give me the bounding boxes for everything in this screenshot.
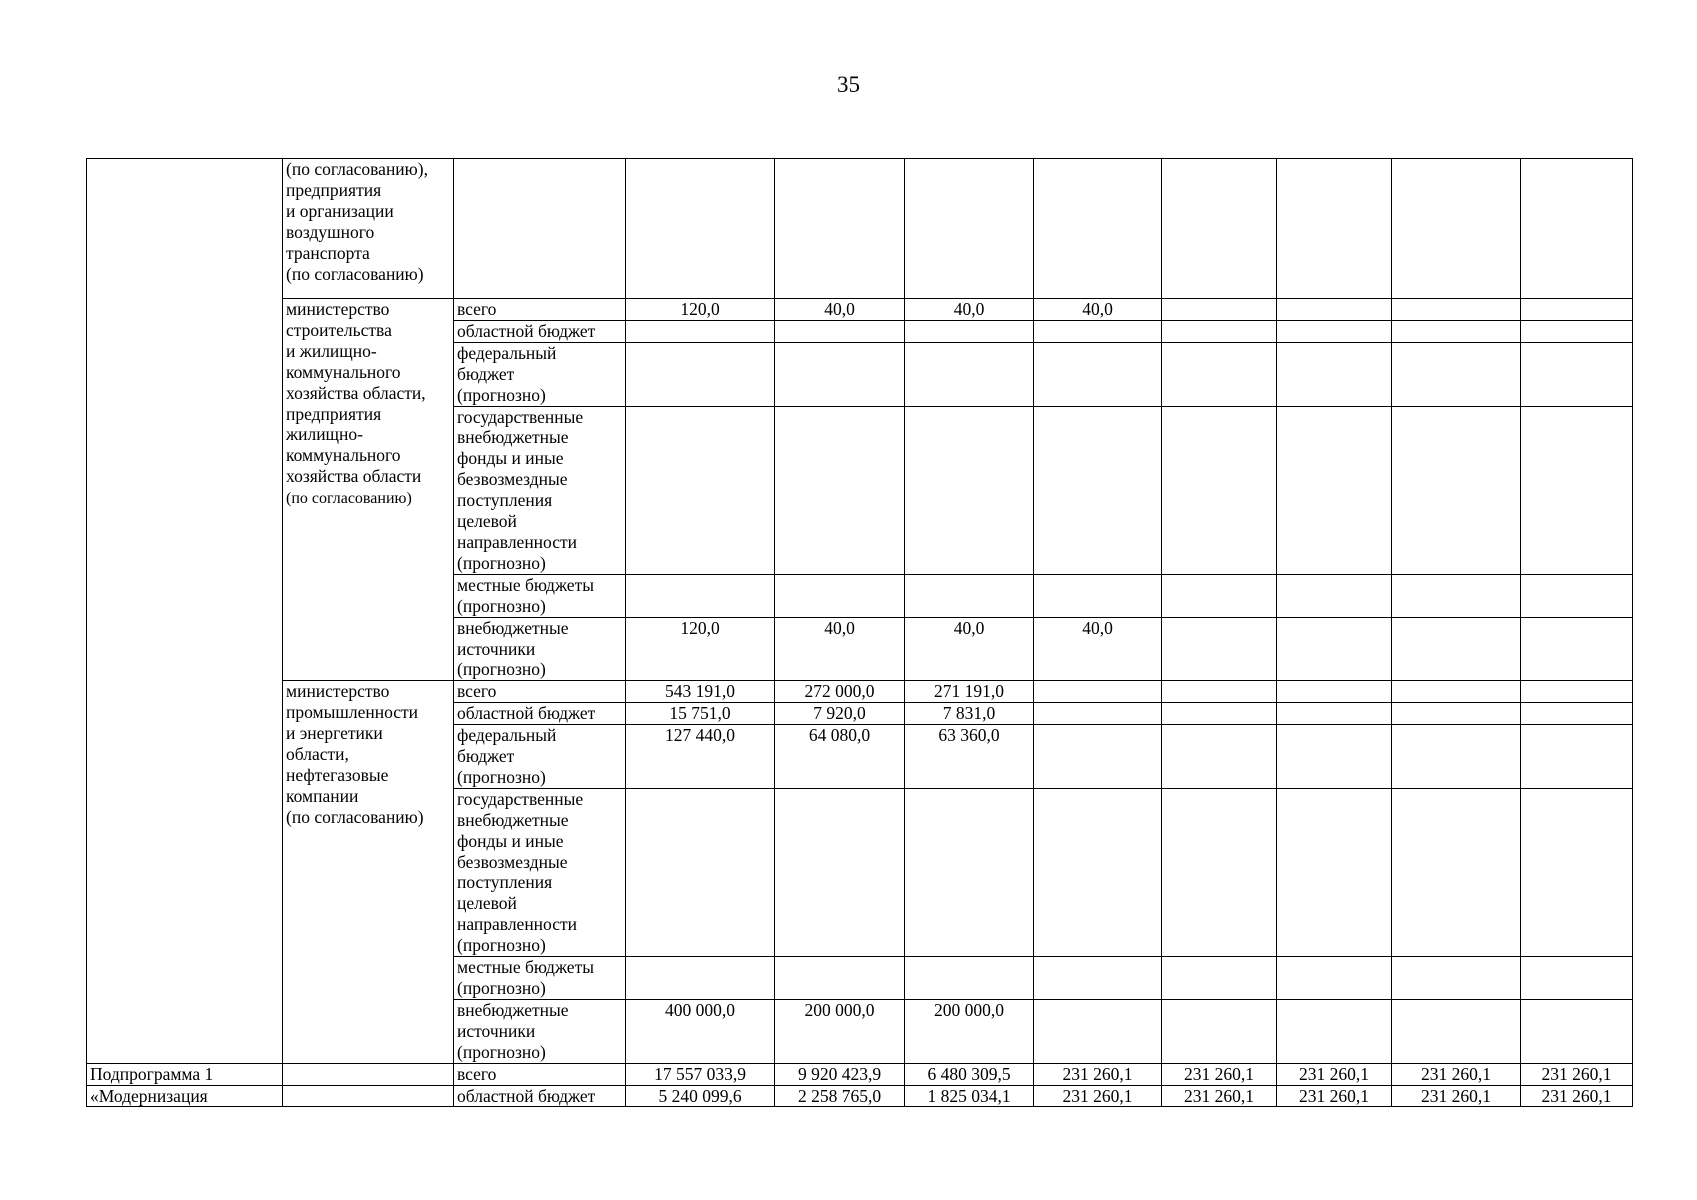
- cell-line: областной бюджет: [457, 703, 596, 724]
- cell-line: воздушного: [286, 221, 375, 242]
- value-cell: [626, 788, 775, 956]
- value-cell: [1521, 574, 1633, 617]
- value-cell: [1521, 788, 1633, 956]
- value-cell: [1521, 999, 1633, 1063]
- source-cell: [454, 574, 626, 617]
- cell-line: коммунального: [286, 445, 401, 466]
- value-cell: [1162, 999, 1277, 1063]
- value-cell: 400 000,0: [626, 999, 775, 1063]
- program-cell: [87, 159, 283, 1064]
- value-cell: [1521, 159, 1633, 299]
- cell-line: всего: [457, 681, 497, 702]
- page-number: 35: [837, 72, 860, 97]
- source-cell: [454, 406, 626, 574]
- cell-line: всего: [457, 299, 497, 319]
- cell-line: государственные: [457, 788, 584, 809]
- cell-line: государственные: [457, 406, 584, 427]
- cell-line: области,: [286, 744, 349, 765]
- cell-line: (по согласованию): [286, 806, 424, 827]
- source-cell: [454, 703, 626, 725]
- value-cell: [1277, 299, 1392, 321]
- value-cell: [626, 342, 775, 406]
- value-cell: [905, 320, 1034, 342]
- cell-line: (по согласованию): [286, 490, 412, 508]
- subprogram-name-cell: [87, 1063, 283, 1085]
- value-cell: 200 000,0: [775, 999, 905, 1063]
- value-cell: [1521, 681, 1633, 703]
- table-row: [87, 1085, 1633, 1107]
- table-row: [87, 299, 1633, 321]
- value-cell: 7 831,0: [905, 703, 1034, 725]
- value-cell: [1034, 681, 1162, 703]
- cell-line: (по согласованию): [286, 263, 424, 284]
- cell-line: областной бюджет: [457, 320, 596, 341]
- value-cell: [1162, 342, 1277, 406]
- value-cell: [775, 574, 905, 617]
- cell-line: бюджет: [457, 363, 515, 384]
- cell-line: хозяйства области: [286, 466, 422, 487]
- cell-line: безвозмездные: [457, 851, 568, 872]
- value-cell: [626, 574, 775, 617]
- value-cell: [1521, 320, 1633, 342]
- value-cell: 40,0: [905, 299, 1034, 321]
- value-cell: 231 260,1: [1277, 1063, 1392, 1085]
- value-cell: 9 920 423,9: [775, 1063, 905, 1085]
- org-cell-construction: [283, 299, 454, 681]
- value-cell: [1162, 617, 1277, 681]
- value-cell: [1034, 703, 1162, 725]
- cell-line: коммунального: [286, 361, 401, 382]
- cell-line: (прогнозно): [457, 384, 546, 405]
- cell-line: Подпрограмма 1: [90, 1063, 214, 1084]
- cell-line: направленности: [457, 914, 578, 935]
- value-cell: [1277, 574, 1392, 617]
- value-cell: [775, 159, 905, 299]
- table-body: [87, 159, 1633, 1107]
- value-cell: [1392, 342, 1521, 406]
- cell-line: внебюджетные: [457, 809, 569, 830]
- value-cell: 40,0: [905, 617, 1034, 681]
- cell-line: местные бюджеты: [457, 957, 594, 978]
- value-cell: [1034, 999, 1162, 1063]
- cell-line: бюджет: [457, 746, 515, 767]
- value-cell: [1277, 788, 1392, 956]
- value-cell: [1392, 159, 1521, 299]
- value-cell: [775, 957, 905, 1000]
- cell-line: областной бюджет: [457, 1085, 596, 1106]
- value-cell: [1521, 725, 1633, 789]
- value-cell: [626, 159, 775, 299]
- value-cell: [1162, 159, 1277, 299]
- cell-line: промышленности: [286, 702, 419, 723]
- value-cell: [905, 574, 1034, 617]
- source-cell: [454, 1063, 626, 1085]
- source-cell: [454, 299, 626, 321]
- value-cell: [1034, 406, 1162, 574]
- value-cell: [626, 320, 775, 342]
- value-cell: [1162, 957, 1277, 1000]
- value-cell: [1521, 406, 1633, 574]
- source-cell: [454, 342, 626, 406]
- value-cell: [1162, 406, 1277, 574]
- cell-line: источники: [457, 638, 536, 659]
- value-cell: 543 191,0: [626, 681, 775, 703]
- cell-line: (прогнозно): [457, 595, 546, 616]
- source-cell: [454, 159, 626, 299]
- value-cell: [1521, 957, 1633, 1000]
- value-cell: [775, 788, 905, 956]
- value-cell: [1392, 299, 1521, 321]
- value-cell: [905, 788, 1034, 956]
- value-cell: [1277, 957, 1392, 1000]
- cell-line: целевой: [457, 893, 517, 914]
- value-cell: 231 260,1: [1034, 1085, 1162, 1107]
- cell-line: (прогнозно): [457, 766, 546, 787]
- cell-line: фонды и иные: [457, 830, 564, 851]
- value-cell: [1277, 320, 1392, 342]
- cell-line: местные бюджеты: [457, 574, 594, 595]
- cell-line: транспорта: [286, 242, 370, 263]
- value-cell: [1162, 299, 1277, 321]
- value-cell: [1277, 681, 1392, 703]
- value-cell: 271 191,0: [905, 681, 1034, 703]
- value-cell: 231 260,1: [1392, 1085, 1521, 1107]
- cell-line: министерство: [286, 681, 390, 702]
- cell-line: жилищно-: [286, 424, 363, 445]
- value-cell: 40,0: [1034, 617, 1162, 681]
- value-cell: 1 825 034,1: [905, 1085, 1034, 1107]
- value-cell: 231 260,1: [1521, 1063, 1633, 1085]
- source-cell: [454, 617, 626, 681]
- value-cell: [1392, 320, 1521, 342]
- source-cell: [454, 1085, 626, 1107]
- value-cell: 40,0: [1034, 299, 1162, 321]
- cell-line: (по согласованию),: [286, 159, 428, 179]
- cell-line: (прогнозно): [457, 935, 546, 956]
- cell-line: внебюджетные: [457, 427, 569, 448]
- value-cell: [1034, 574, 1162, 617]
- cell-line: целевой: [457, 511, 517, 532]
- source-cell: [454, 725, 626, 789]
- cell-line: (прогнозно): [457, 659, 546, 680]
- cell-line: хозяйства области,: [286, 382, 426, 403]
- value-cell: 6 480 309,5: [905, 1063, 1034, 1085]
- cell-line: (прогнозно): [457, 552, 546, 573]
- cell-line: нефтегазовые: [286, 764, 389, 785]
- value-cell: [1034, 788, 1162, 956]
- value-cell: [1392, 788, 1521, 956]
- cell-line: внебюджетные: [457, 999, 569, 1020]
- value-cell: [775, 406, 905, 574]
- cell-line: министерство: [286, 299, 390, 319]
- value-cell: 231 260,1: [1162, 1085, 1277, 1107]
- value-cell: [1277, 999, 1392, 1063]
- org-cell: [283, 1085, 454, 1107]
- value-cell: [626, 957, 775, 1000]
- value-cell: [1162, 320, 1277, 342]
- value-cell: [1521, 342, 1633, 406]
- value-cell: [1521, 703, 1633, 725]
- value-cell: [1277, 406, 1392, 574]
- value-cell: 7 920,0: [775, 703, 905, 725]
- value-cell: 120,0: [626, 617, 775, 681]
- cell-line: поступления: [457, 872, 553, 893]
- cell-line: фонды и иные: [457, 448, 564, 469]
- cell-line: предприятия: [286, 179, 382, 200]
- value-cell: [775, 320, 905, 342]
- cell-line: безвозмездные: [457, 469, 568, 490]
- value-cell: 231 260,1: [1162, 1063, 1277, 1085]
- cell-line: федеральный: [457, 725, 557, 746]
- value-cell: [1162, 725, 1277, 789]
- source-cell: [454, 320, 626, 342]
- value-cell: [905, 957, 1034, 1000]
- value-cell: [1392, 406, 1521, 574]
- table-row: [87, 1063, 1633, 1085]
- value-cell: 63 360,0: [905, 725, 1034, 789]
- value-cell: [1277, 703, 1392, 725]
- cell-line: предприятия: [286, 403, 382, 424]
- value-cell: [775, 342, 905, 406]
- value-cell: 15 751,0: [626, 703, 775, 725]
- value-cell: [1392, 725, 1521, 789]
- value-cell: [1521, 617, 1633, 681]
- cell-line: федеральный: [457, 342, 557, 363]
- value-cell: [626, 406, 775, 574]
- value-cell: 5 240 099,6: [626, 1085, 775, 1107]
- value-cell: [1392, 703, 1521, 725]
- value-cell: [1277, 617, 1392, 681]
- value-cell: [1162, 681, 1277, 703]
- value-cell: [1162, 574, 1277, 617]
- cell-line: поступления: [457, 490, 553, 511]
- value-cell: 200 000,0: [905, 999, 1034, 1063]
- source-cell: [454, 999, 626, 1063]
- value-cell: [1034, 320, 1162, 342]
- source-cell: [454, 788, 626, 956]
- cell-line: и жилищно-: [286, 340, 377, 361]
- cell-line: источники: [457, 1020, 536, 1041]
- value-cell: [1034, 159, 1162, 299]
- table-row: [87, 159, 1633, 299]
- value-cell: 40,0: [775, 299, 905, 321]
- value-cell: [905, 406, 1034, 574]
- value-cell: [1277, 342, 1392, 406]
- org-cell: [283, 159, 454, 299]
- value-cell: [1034, 957, 1162, 1000]
- value-cell: 231 260,1: [1034, 1063, 1162, 1085]
- subprogram-name-cell: [87, 1085, 283, 1107]
- value-cell: [1392, 617, 1521, 681]
- value-cell: 231 260,1: [1521, 1085, 1633, 1107]
- table-row: [87, 681, 1633, 703]
- cell-line: внебюджетные: [457, 617, 569, 638]
- value-cell: [1034, 725, 1162, 789]
- cell-line: (прогнозно): [457, 1041, 546, 1062]
- value-cell: 2 258 765,0: [775, 1085, 905, 1107]
- cell-line: «Модернизация: [90, 1085, 208, 1106]
- value-cell: [1392, 681, 1521, 703]
- value-cell: [905, 159, 1034, 299]
- value-cell: 231 260,1: [1392, 1063, 1521, 1085]
- value-cell: 231 260,1: [1277, 1085, 1392, 1107]
- cell-line: и энергетики: [286, 723, 383, 744]
- value-cell: [1277, 725, 1392, 789]
- value-cell: 127 440,0: [626, 725, 775, 789]
- cell-line: направленности: [457, 531, 578, 552]
- source-cell: [454, 681, 626, 703]
- cell-line: и организации: [286, 200, 394, 221]
- org-cell: [283, 1063, 454, 1085]
- value-cell: [1392, 957, 1521, 1000]
- value-cell: [1162, 703, 1277, 725]
- cell-line: компании: [286, 785, 359, 806]
- value-cell: [1521, 299, 1633, 321]
- value-cell: [1392, 999, 1521, 1063]
- value-cell: 120,0: [626, 299, 775, 321]
- source-cell: [454, 957, 626, 1000]
- value-cell: [1034, 342, 1162, 406]
- value-cell: [1277, 159, 1392, 299]
- budget-table: [86, 158, 1633, 1107]
- value-cell: [1162, 788, 1277, 956]
- value-cell: [1392, 574, 1521, 617]
- value-cell: 272 000,0: [775, 681, 905, 703]
- cell-line: (прогнозно): [457, 978, 546, 998]
- value-cell: 64 080,0: [775, 725, 905, 789]
- org-cell-industry: [283, 681, 454, 1063]
- value-cell: 40,0: [775, 617, 905, 681]
- cell-line: всего: [457, 1063, 497, 1084]
- cell-line: строительства: [286, 319, 392, 340]
- value-cell: 17 557 033,9: [626, 1063, 775, 1085]
- value-cell: [905, 342, 1034, 406]
